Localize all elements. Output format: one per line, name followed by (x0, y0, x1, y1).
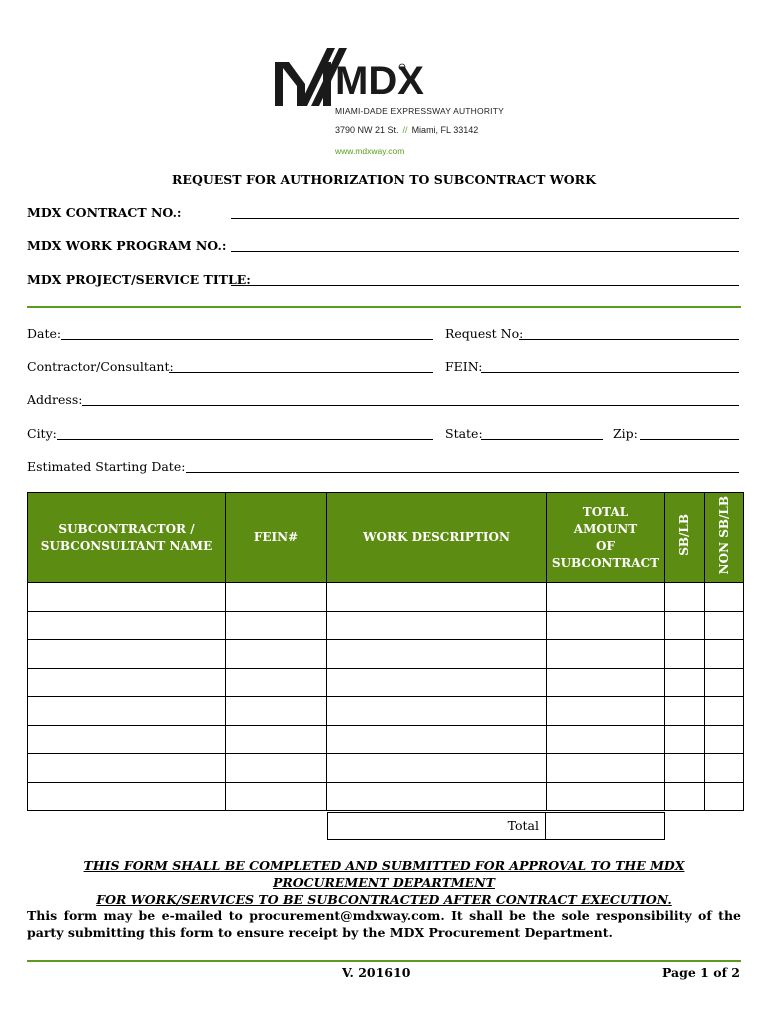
cell-total-amount[interactable] (547, 640, 665, 669)
table-row (28, 668, 744, 697)
contract-no-field[interactable] (231, 218, 739, 219)
address-separator: // (402, 125, 408, 135)
cell-non-sb-lb[interactable] (705, 611, 744, 640)
cell-fein[interactable] (226, 697, 327, 726)
zip-field[interactable] (640, 439, 739, 440)
cell-fein[interactable] (226, 583, 327, 612)
cell-work-description[interactable] (327, 583, 547, 612)
cell-fein[interactable] (226, 668, 327, 697)
table-row (28, 583, 744, 612)
header-subcontractor-name (28, 493, 226, 583)
table-header-row (28, 493, 744, 583)
state-field[interactable] (481, 439, 603, 440)
cell-sb-lb[interactable] (665, 754, 705, 783)
cell-work-description[interactable] (327, 611, 547, 640)
cell-fein[interactable] (226, 782, 327, 811)
cell-total-amount[interactable] (547, 583, 665, 612)
cell-subcontractor-name[interactable] (28, 725, 226, 754)
cell-total-amount[interactable] (547, 611, 665, 640)
project-title-label: MDX PROJECT/SERVICE TITLE: (27, 272, 251, 287)
form-version: V. 201610 (342, 965, 411, 980)
address-field[interactable] (82, 405, 739, 406)
total-row (327, 812, 665, 840)
subcontractor-table (27, 492, 744, 811)
cell-sb-lb[interactable] (665, 611, 705, 640)
mdx-logo (275, 44, 515, 164)
cell-sb-lb[interactable] (665, 640, 705, 669)
cell-non-sb-lb[interactable] (705, 782, 744, 811)
cell-work-description[interactable] (327, 754, 547, 783)
cell-work-description[interactable] (327, 697, 547, 726)
cell-sb-lb[interactable] (665, 668, 705, 697)
cell-fein[interactable] (226, 725, 327, 754)
header-sb-lb (665, 493, 705, 583)
contractor-field[interactable] (169, 372, 433, 373)
header-amount-line2: OF (596, 538, 615, 553)
cell-fein[interactable] (226, 611, 327, 640)
table-row (28, 754, 744, 783)
header-name-line1: SUBCONTRACTOR / (58, 521, 195, 536)
notice-line1: THIS FORM SHALL BE COMPLETED AND SUBMITTED FOR APPROVAL TO THE MDX PROCUREMENT DEPARTMENT (83, 858, 685, 890)
table-row (28, 782, 744, 811)
cell-sb-lb[interactable] (665, 782, 705, 811)
cell-non-sb-lb[interactable] (705, 668, 744, 697)
website-link[interactable]: www.mdxway.com (335, 146, 405, 156)
cell-sb-lb[interactable] (665, 697, 705, 726)
notice-line2: FOR WORK/SERVICES TO BE SUBCONTRACTED AFTER CONTRACT EXECUTION. (96, 892, 672, 907)
logo-letters: MDX (335, 59, 424, 103)
city-label: City: (27, 426, 57, 441)
header-amount-line1: TOTAL AMOUNT (573, 504, 638, 536)
contract-no-label: MDX CONTRACT NO.: (27, 205, 182, 220)
cell-total-amount[interactable] (547, 754, 665, 783)
cell-non-sb-lb[interactable] (705, 640, 744, 669)
cell-non-sb-lb[interactable] (705, 725, 744, 754)
page-number: Page 1 of 2 (661, 965, 740, 980)
cell-non-sb-lb[interactable] (705, 583, 744, 612)
cell-subcontractor-name[interactable] (28, 583, 226, 612)
fein-field[interactable] (481, 372, 739, 373)
start-date-label: Estimated Starting Date: (27, 459, 186, 474)
cell-fein[interactable] (226, 754, 327, 783)
authority-name: MIAMI-DADE EXPRESSWAY AUTHORITY (335, 106, 504, 116)
address-label: Address: (27, 392, 83, 407)
cell-subcontractor-name[interactable] (28, 782, 226, 811)
work-program-no-field[interactable] (231, 251, 739, 252)
request-no-field[interactable] (519, 339, 739, 340)
start-date-field[interactable] (186, 472, 739, 473)
project-title-field[interactable] (231, 285, 739, 286)
cell-non-sb-lb[interactable] (705, 697, 744, 726)
header-work-description: WORK DESCRIPTION (327, 493, 547, 583)
cell-subcontractor-name[interactable] (28, 754, 226, 783)
header-non-sb-lb-text: NON SB/LB (716, 495, 731, 575)
address-street: 3790 NW 21 St. (335, 125, 399, 135)
header-amount-line3: SUBCONTRACT (551, 555, 660, 570)
address-city: Miami, FL 33142 (411, 125, 479, 135)
table-row (28, 697, 744, 726)
cell-work-description[interactable] (327, 668, 547, 697)
cell-subcontractor-name[interactable] (28, 611, 226, 640)
footer-divider (27, 960, 741, 962)
header-total-amount (547, 493, 665, 583)
table-row (28, 611, 744, 640)
submission-notice (27, 857, 741, 908)
cell-total-amount[interactable] (547, 725, 665, 754)
header-sb-lb-text: SB/LB (677, 514, 691, 556)
table-row (28, 725, 744, 754)
form-title: REQUEST FOR AUTHORIZATION TO SUBCONTRACT WORK (172, 172, 596, 187)
date-label: Date: (27, 326, 62, 341)
cell-total-amount[interactable] (547, 782, 665, 811)
city-field[interactable] (57, 439, 433, 440)
cell-sb-lb[interactable] (665, 725, 705, 754)
total-label: Total (327, 812, 546, 840)
header-non-sb-lb (705, 493, 744, 583)
request-no-label: Request No: (445, 326, 524, 341)
work-program-no-label: MDX WORK PROGRAM NO.: (27, 238, 227, 253)
cell-subcontractor-name[interactable] (28, 640, 226, 669)
cell-sb-lb[interactable] (665, 583, 705, 612)
cell-total-amount[interactable] (547, 668, 665, 697)
header-name-line2: SUBCONSULTANT NAME (40, 538, 213, 553)
total-value-cell[interactable] (545, 812, 665, 840)
cell-work-description[interactable] (327, 725, 547, 754)
cell-non-sb-lb[interactable] (705, 754, 744, 783)
cell-work-description[interactable] (327, 640, 547, 669)
email-instructions: This form may be e-mailed to procurement@mdxway.com. It shall be the sole responsibility of the party submitting this form to ensure receipt by the MDX Procurement Department. (27, 908, 741, 940)
cell-subcontractor-name[interactable] (28, 668, 226, 697)
cell-fein[interactable] (226, 640, 327, 669)
zip-label: Zip: (613, 426, 638, 441)
state-label: State: (445, 426, 483, 441)
cell-subcontractor-name[interactable] (28, 697, 226, 726)
cell-work-description[interactable] (327, 782, 547, 811)
authority-address (335, 125, 478, 135)
fein-label: FEIN: (445, 359, 483, 374)
header-fein: FEIN# (226, 493, 327, 583)
section-divider (27, 306, 741, 308)
contractor-label: Contractor/Consultant: (27, 359, 174, 374)
cell-total-amount[interactable] (547, 697, 665, 726)
table-row (28, 640, 744, 669)
date-field[interactable] (61, 339, 433, 340)
